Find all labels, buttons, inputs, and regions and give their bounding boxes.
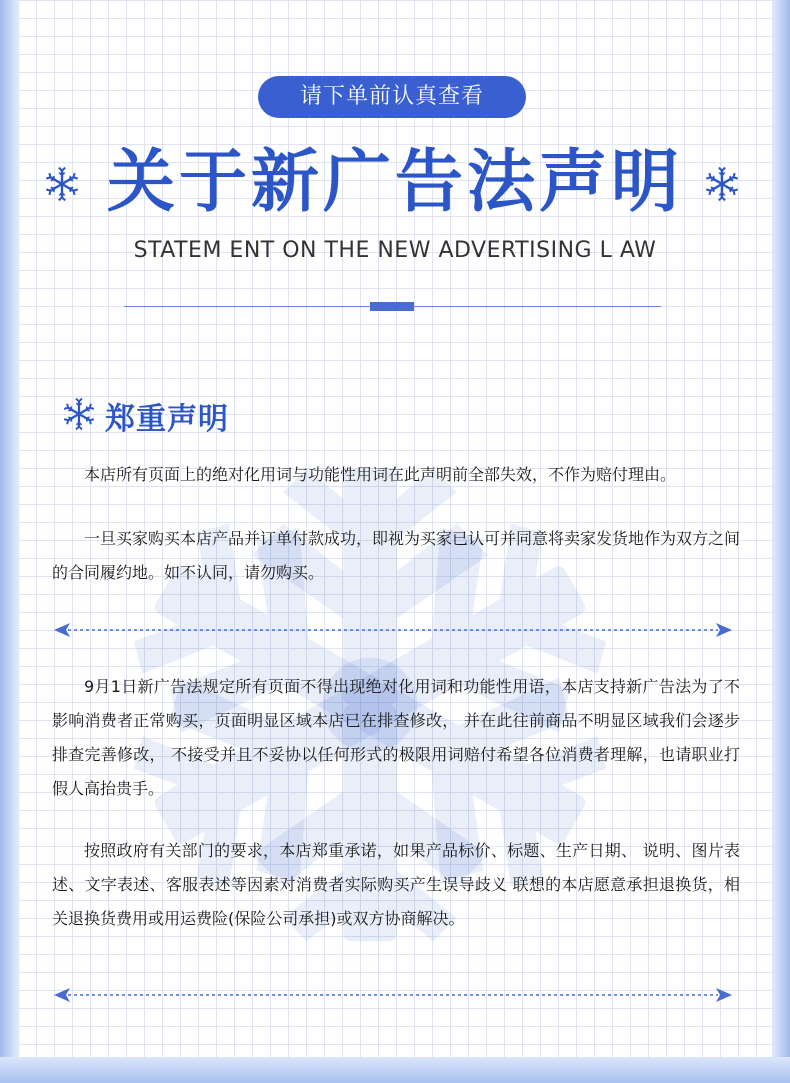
arrow-left-icon: [54, 988, 70, 1002]
bottom-band: [0, 1057, 790, 1083]
paragraph-3: 9月1日新广告法规定所有页面不得出现绝对化用词和功能性用语，本店支持新广告法为了不影响消费者正常购买，页面明显区域本店已在排查修改， 并在此往前商品不明显区域我们会逐步排查完善修改， 不接受并且不妥协以任何形式的极限用词赔付希望各位消费者理解，也请职业打假人高抬贵手。: [52, 677, 740, 798]
page-title: 关于新广告法声明: [106, 143, 683, 222]
snowflake-icon: [62, 397, 96, 431]
arrow-right-icon: [716, 988, 732, 1002]
snowflake-icon: [44, 166, 80, 202]
paragraph-4: 按照政府有关部门的要求，本店郑重承诺，如果产品标价、标题、生产日期、 说明、图片表述、文字表述、客服表述等因素对消费者实际购买产生误导歧义 联想的本店愿意承担退换货，相关退换货费用或用运费险(保险公司承担)或双方协商解决。: [52, 841, 740, 928]
paragraph-2: 一旦买家购买本店产品并订单付款成功，即视为买家已认可并同意将卖家发货地作为双方之间的合同履约地。如不认同，请勿购买。: [52, 529, 741, 582]
notice-pill: 请下单前认真查看: [258, 76, 526, 118]
dashed-divider: [54, 987, 732, 1003]
section-title: 郑重声明: [105, 402, 229, 437]
page-subtitle: STATEM ENT ON THE NEW ADVERTISING L AW: [133, 238, 657, 263]
arrow-left-icon: [54, 623, 70, 637]
arrow-right-icon: [716, 623, 732, 637]
paragraph-1: 本店所有页面上的绝对化用词与功能性用词在此声明前全部失效，不作为赔付理由。: [84, 465, 677, 484]
title-rule-accent: [370, 302, 414, 311]
snowflake-icon: [704, 166, 740, 202]
dashed-divider: [54, 622, 732, 638]
